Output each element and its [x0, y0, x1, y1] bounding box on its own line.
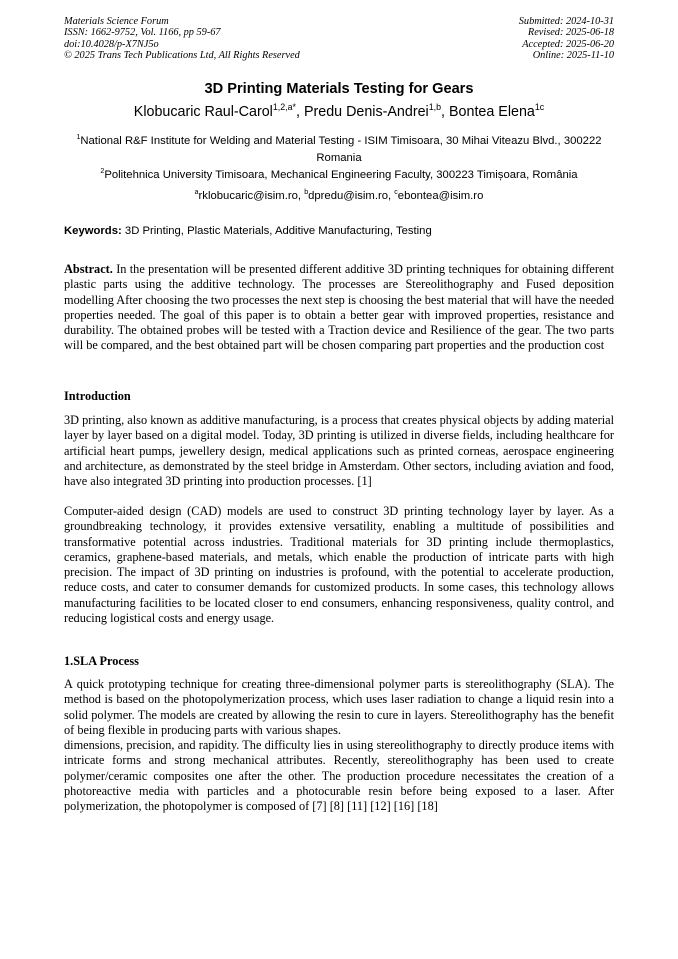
- keywords-label: Keywords:: [64, 225, 122, 237]
- abstract: [64, 262, 614, 354]
- abstract-text: In the presentation will be presented different additive 3D printing techniques for obtaining different plastic parts using the additive technology. The processes are Stereolithography and Fused deposition modelling After choosing the two processes the next step is choosing the best material that will have the needed properties needed. The goal of this paper is to obtain a better gear with improved properties, resistance and durability. The obtained probes will be tested with a Traction device and Resilience of the gear. The two parts will be compared, and the best obtained part will be chosen comparing part properties and the production cost: [64, 262, 614, 353]
- journal-name: Materials Science Forum: [64, 16, 169, 27]
- publication-dates: [519, 16, 614, 62]
- online-date: Online: 2025-11-10: [532, 50, 614, 62]
- accepted-date: Accepted: 2025-06-20: [522, 38, 614, 50]
- author-separator: ,: [296, 104, 304, 120]
- author-affiliation-marker: 1,2,a*: [272, 102, 296, 113]
- keywords-text: 3D Printing, Plastic Materials, Additive Manufacturing, Testing: [124, 225, 432, 237]
- affiliation-text: Politehnica University Timisoara, Mechanical Engineering Faculty, 300223 Timișoara, România: [104, 169, 578, 181]
- author-name: Predu Denis-Andrei: [303, 104, 429, 120]
- author-affiliation-marker: 1,b: [428, 102, 442, 113]
- email-marker: a: [194, 189, 199, 197]
- email-address[interactable]: ebontea@isim.ro: [397, 190, 484, 202]
- section-heading-sla: 1.SLA Process: [64, 654, 139, 668]
- introduction-paragraph-2: Computer-aided design (CAD) models are used to construct 3D printing technology layer by layer. As a groundbreaking technology, it provides extensive versatility, enabling a multitude of possibilities and transformative potential across industries. Traditional materials for 3D printing include thermoplastics, ceramics, graphene-based materials, and metals, which enable the production of intricate parts with high precision. The impact of 3D printing on industries is profound, with the potential to accelerate production, reduce costs, and cater to consumer demands for customized products. In some cases, this technology allows manufacturing facilities to be located closer to end consumers, enhancing responsiveness, quality control, and reducing logistical costs and energy usage.: [64, 504, 614, 626]
- affiliation-2: [64, 167, 614, 184]
- email-address[interactable]: dpredu@isim.ro: [308, 190, 388, 202]
- section-heading-introduction: Introduction: [64, 389, 131, 403]
- sla-paragraph-2: dimensions, precision, and rapidity. The difficulty lies in using stereolithography to directly produce items with intricate forms and strong mechanical attributes. Recently, stereolithography has been used to create polymer/ceramic composites one after the other. The production procedure necessitates the creation of a photoreactive media with particles and a photocurable resin before being exposed to a laser. After polymerization, the photopolymer is composed of [7] [8] [11] [12] [16] [18]: [64, 738, 614, 814]
- author-name: Klobucaric Raul-Carol: [133, 104, 273, 120]
- email-separator: ,: [297, 190, 305, 202]
- author-name: Bontea Elena: [449, 104, 535, 120]
- submitted-date: Submitted: 2024-10-31: [518, 16, 614, 27]
- paper-title: 3D Printing Materials Testing for Gears: [204, 81, 474, 97]
- email-marker: c: [394, 189, 398, 197]
- introduction-paragraph-1: 3D printing, also known as additive manufacturing, is a process that creates physical objects by adding material layer by layer based on a digital model. Today, 3D printing is utilized in diverse fields, including healthcare for artificial heart pumps, jewellery design, medical applications such as printed corneas, aerospace engineering and architecture, as demonstrated by the steel bridge in Amsterdam. Other sectors, including aviation and food, have also integrated 3D printing into production processes. [1]: [64, 413, 614, 489]
- affiliation-1: [64, 133, 614, 167]
- journal-doi[interactable]: doi:10.4028/p-X7NJ5o: [64, 38, 159, 50]
- journal-info: [64, 16, 300, 62]
- author-emails: [0, 188, 678, 205]
- journal-issn: ISSN: 1662-9752, Vol. 1166, pp 59-67: [64, 27, 221, 39]
- affiliation-marker: 1: [76, 134, 81, 142]
- abstract-label: Abstract.: [64, 262, 113, 276]
- author-separator: ,: [441, 104, 449, 120]
- email-separator: ,: [388, 190, 395, 202]
- email-address[interactable]: rklobucaric@isim.ro: [198, 190, 298, 202]
- affiliation-marker: 2: [100, 168, 105, 176]
- keywords: [64, 223, 614, 239]
- sla-paragraph-1: A quick prototyping technique for creating three-dimensional polymer parts is stereolithography (SLA). The method is based on the photopolymerization process, which uses laser radiation to change a liquid resin into a solid polymer. The models are created by allowing the resin to cure in layers. Stereolithography has the benefit of being flexible in producing parts with various shapes.: [64, 677, 614, 737]
- revised-date: Revised: 2025-06-18: [527, 27, 614, 39]
- affiliation-text: National R&F Institute for Welding and Material Testing - ISIM Timisoara, 30 Mihai Viteazu Blvd., 300222 Romania: [80, 135, 602, 164]
- copyright-notice: © 2025 Trans Tech Publications Ltd, All Rights Reserved: [64, 50, 300, 62]
- email-marker: b: [304, 189, 309, 197]
- author-list: [0, 103, 678, 121]
- author-affiliation-marker: 1c: [534, 102, 545, 113]
